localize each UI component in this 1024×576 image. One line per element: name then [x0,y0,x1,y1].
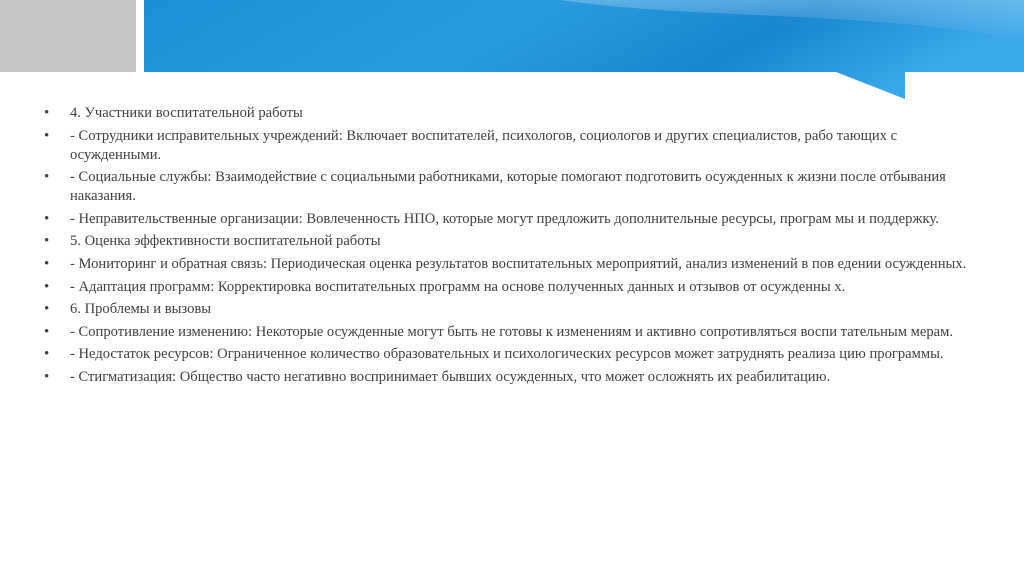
bullet-icon: • [44,233,50,250]
list-item-text: - Сопротивление изменению: Некоторые осужденные могут быть не готовы к изменениям и активно сопротивляться воспи тательным мерам. [70,323,953,340]
list-item-text: - Неправительственные организации: Вовлеченность НПО, которые могут предложить дополнительные ресурсы, програм мы и поддержку. [70,210,939,227]
list-item [44,168,974,206]
bullet-icon: • [44,368,50,385]
list-item-text: - Адаптация программ: Корректировка воспитательных программ на основе полученных данных и отзывов от осужденны х. [70,278,846,295]
list-item [44,278,974,297]
list-item [44,323,974,342]
list-item [44,368,974,387]
list-item-text: - Сотрудники исправительных учреждений: Включает воспитателей, психологов, социологов и других специалистов, рабо тающих с осужденными. [70,127,898,163]
list-item [44,232,974,251]
list-item-text: 5. Оценка эффективности воспитательной работы [70,233,381,250]
list-item [44,210,974,229]
bullet-icon: • [44,169,50,186]
bullet-icon: • [44,346,50,363]
list-item [44,127,974,165]
bullet-icon: • [44,255,50,272]
list-item-text: - Стигматизация: Общество часто негативно воспринимает бывших осужденных, что может осложнять их реабилитацию. [70,368,831,385]
list-item-text: - Социальные службы: Взаимодействие с социальными работниками, которые помогают подготовить осужденных к жизни после отбывания наказания. [70,169,946,205]
bullet-icon: • [44,323,50,340]
bullet-list [44,104,974,391]
list-item-text: 4. Участники воспитательной работы [70,105,303,121]
list-item [44,345,974,364]
bullet-icon: • [44,105,50,121]
bullet-icon: • [44,278,50,295]
list-item [44,255,974,274]
list-item-text: 6. Проблемы и вызовы [70,301,212,318]
list-item [44,300,974,319]
list-item [44,104,974,123]
bullet-icon: • [44,127,50,144]
bullet-icon: • [44,301,50,318]
list-item-text: - Недостаток ресурсов: Ограниченное количество образовательных и психологических ресурсов может затруднять реализа цию программы. [70,346,944,363]
list-item-text: - Мониторинг и обратная связь: Периодическая оценка результатов воспитательных мероприятий, анализ изменений в пов едении осужденных. [70,255,967,272]
bullet-icon: • [44,210,50,227]
header-banner [0,0,1024,104]
